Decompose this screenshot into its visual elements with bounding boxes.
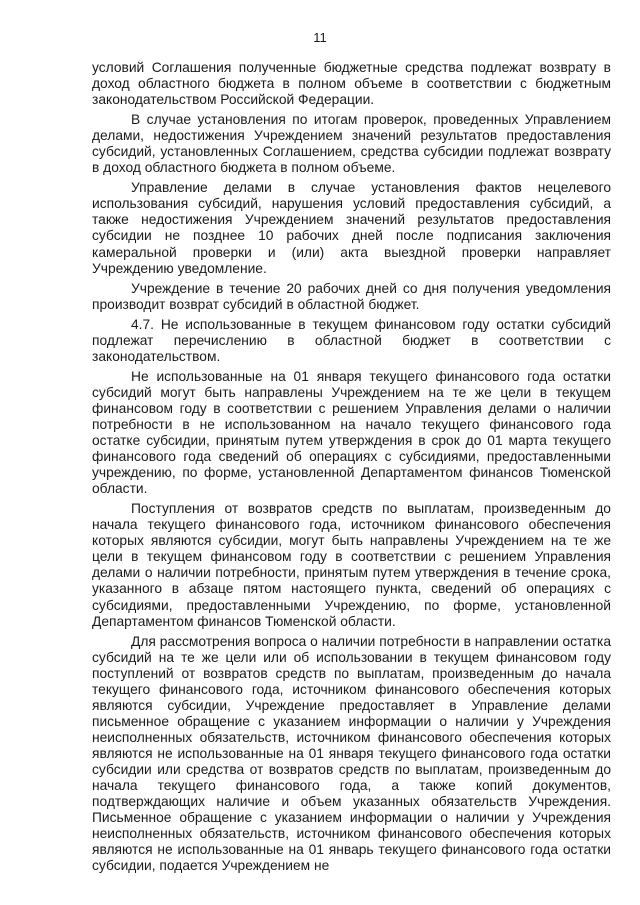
page-number: 11 <box>313 30 327 45</box>
paragraph-5: 4.7. Не использованные в текущем финансовом году остатки субсидий подлежат перечислению в областной бюджет в соответствии с законодательством. <box>92 316 611 364</box>
paragraph-4: Учреждение в течение 20 рабочих дней со дня получения уведомления производит возврат субсидий в областной бюджет. <box>92 280 611 312</box>
paragraph-2: В случае установления по итогам проверок, проведенных Управлением делами, недостижения Учреждением значений результатов предоставления субсидий, установленных Соглашением, средства субсидии подлежат возврату в доход областного бюджета в полном объеме. <box>92 112 611 176</box>
paragraph-6: Не использованные на 01 января текущего финансового года остатки субсидий могут быть направлены Учреждением на те же цели в текущем финансовом году в соответствии с решением Управления делами о наличии потребности в не использованном на начало текущего финансового года остатке субсидии, принятым путем утверждения в срок до 01 марта текущего финансового года сведений об операциях с субсидиями, предоставленными учреждению, по форме, установленной Департаментом финансов Тюменской области. <box>92 368 611 497</box>
paragraph-8: Для рассмотрения вопроса о наличии потребности в направлении остатка субсидий на те же цели или об использовании в текущем финансовом году поступлений от возвратов средств по выплатам, произведенным до начала текущего финансового года, источником финансового обеспечения которых являются субсидии, Учреждение предоставляет в Управление делами письменное обращение с указанием информации о наличии у Учреждения неисполненных обязательств, источником финансового обеспечения которых являются не использованные на 01 января текущего финансового года остатки субсидии или средства от возвратов средств по выплатам, произведенным до начала текущего финансового года, а также копий документов, подтверждающих наличие и объем указанных обязательств Учреждения. Письменное обращение с указанием информации о наличии у Учреждения неисполненных обязательств, источником финансового обеспечения которых являются не использованные на 01 январь текущего финансового года остатки субсидии, подается Учреждением не <box>92 633 611 874</box>
paragraph-3: Управление делами в случае установления фактов нецелевого использования субсидий, нарушения условий предоставления субсидий, а также недостижения Учреждением значений результатов предоставления субсидии не позднее 10 рабочих дней после подписания заключения камеральной проверки и (или) акта выездной проверки направляет Учреждению уведомление. <box>92 180 611 276</box>
document-body <box>92 60 611 874</box>
paragraph-7: Поступления от возвратов средств по выплатам, произведенным до начала текущего финансового года, источником финансового обеспечения которых являются субсидии, могут быть направлены Учреждением на те же цели в текущем финансовом году в соответствии с решением Управления делами о наличии потребности, принятым путем утверждения в течение срока, указанного в абзаце пятом настоящего пункта, сведений об операциях с субсидиями, предоставленными Учреждению, по форме, установленной Департаментом финансов Тюменской области. <box>92 501 611 629</box>
paragraph-1: условий Соглашения полученные бюджетные средства подлежат возврату в доход областного бюджета в полном объеме в соответствии с бюджетным законодательством Российской Федерации. <box>92 60 611 108</box>
